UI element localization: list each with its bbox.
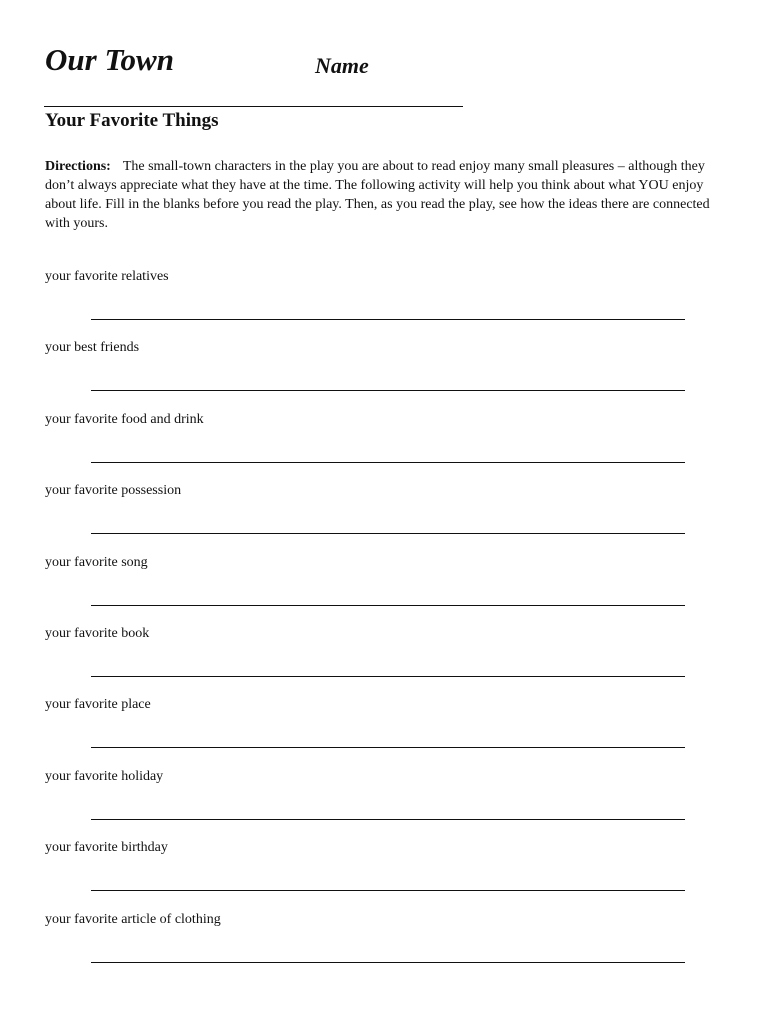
name-blank-line[interactable] bbox=[44, 106, 463, 107]
prompt-label: your favorite relatives bbox=[45, 269, 169, 284]
answer-blank-line[interactable] bbox=[91, 819, 685, 820]
prompt-item bbox=[0, 838, 768, 909]
name-label: Name bbox=[315, 53, 369, 78]
prompt-item bbox=[0, 624, 768, 695]
prompt-label: your favorite song bbox=[45, 554, 148, 570]
prompt-label: your favorite food and drink bbox=[45, 411, 204, 427]
answer-blank-line[interactable] bbox=[91, 962, 685, 963]
answer-blank-line[interactable] bbox=[91, 676, 685, 677]
prompt-label: your favorite possession bbox=[45, 483, 182, 499]
prompt-label: your best friends bbox=[45, 340, 140, 356]
directions-text: The small-town characters in the play you are about to read enjoy many small pleasures – although they don’t always appreciate what they have at the time. The following activity will help you think about what YOU enjoy about life. Fill in the blanks before you read the play. Then, as you read the play, see how the ideas there are connected with yours. bbox=[45, 159, 710, 231]
prompt-label: your favorite book bbox=[45, 625, 150, 641]
prompt-item bbox=[0, 481, 768, 552]
prompt-label: your favorite birthday bbox=[45, 840, 168, 856]
prompt-label: your favorite holiday bbox=[45, 768, 164, 784]
prompt-item bbox=[0, 695, 768, 766]
prompt-item bbox=[0, 910, 768, 981]
prompt-label: your favorite place bbox=[45, 697, 151, 713]
prompt-item bbox=[0, 553, 768, 624]
answer-blank-line[interactable] bbox=[91, 319, 685, 320]
directions-label: Directions: bbox=[45, 159, 111, 174]
answer-blank-line[interactable] bbox=[91, 533, 685, 534]
prompt-list bbox=[0, 267, 768, 981]
worksheet-title: Our Town bbox=[45, 42, 174, 77]
prompt-item bbox=[0, 267, 768, 338]
directions-paragraph bbox=[45, 157, 725, 233]
prompt-label: your favorite article of clothing bbox=[45, 911, 221, 927]
answer-blank-line[interactable] bbox=[91, 390, 685, 391]
worksheet-subtitle: Your Favorite Things bbox=[45, 110, 219, 131]
answer-blank-line[interactable] bbox=[91, 605, 685, 606]
prompt-item bbox=[0, 767, 768, 838]
prompt-item bbox=[0, 338, 768, 409]
answer-blank-line[interactable] bbox=[91, 747, 685, 748]
answer-blank-line[interactable] bbox=[91, 462, 685, 463]
prompt-item bbox=[0, 410, 768, 481]
answer-blank-line[interactable] bbox=[91, 890, 685, 891]
